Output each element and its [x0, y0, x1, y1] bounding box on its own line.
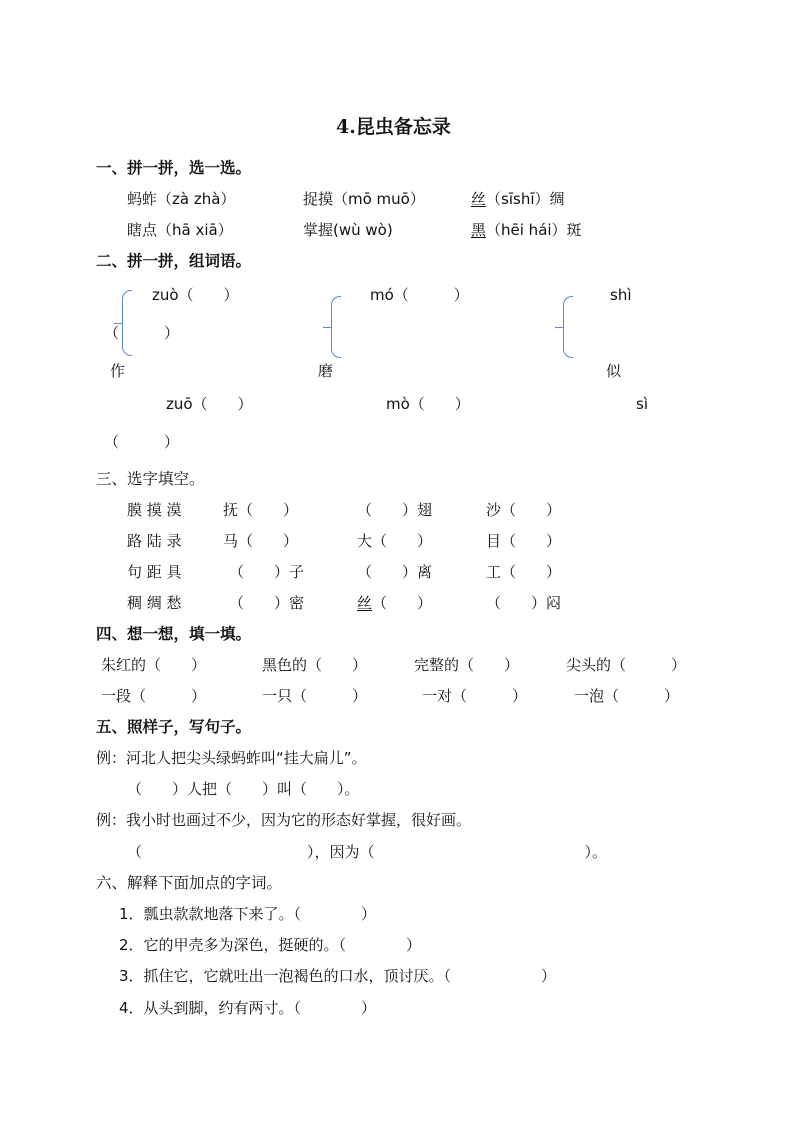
s1-item-1: 蚂蚱（zà zhà）	[127, 190, 236, 208]
s1-item-3-rest: （sīshī）绸	[486, 190, 565, 208]
section-5-heading: 五、照样子，写句子。	[96, 718, 252, 736]
s2-paren-1: （ ）	[104, 324, 180, 342]
s3-r2-options: 路 陆 录	[127, 532, 182, 550]
brace-2	[331, 296, 341, 358]
s3-r1-a: 抚（ ）	[223, 501, 299, 519]
s1-item-6	[471, 223, 582, 238]
s3-r4-c: （ ）闷	[486, 594, 562, 612]
s3-r2-a: 马（ ）	[223, 532, 299, 550]
s5-fill-1: （ ）人把（ ）叫（ ）。	[127, 780, 360, 798]
section-1-heading: 一、拼一拼，选一选。	[96, 159, 252, 177]
s2-si: sì	[636, 395, 648, 413]
s5-example-2: 例：我小时也画过不少，因为它的形态好掌握，很好画。	[96, 811, 472, 829]
brace-1	[122, 290, 132, 356]
s4-r2-a: 一段（ ）	[101, 687, 207, 705]
s2-zuo1: zuō（ ）	[166, 395, 253, 413]
s1-item-5: 掌握(wù wò)	[303, 221, 393, 239]
s3-r4-options: 稠 绸 愁	[127, 594, 182, 612]
s4-r2-d: 一泡（ ）	[574, 687, 680, 705]
s3-r4-b-rest: （ ）	[372, 594, 433, 612]
s2-zuo4: zuò（ ）	[152, 286, 239, 304]
s3-r2-c: 目（ ）	[486, 532, 562, 550]
s2-char-zuo: 作	[110, 362, 126, 380]
s3-r3-b: （ ）离	[357, 563, 433, 581]
s3-r1-options: 膜 摸 漠	[127, 501, 182, 519]
s2-char-si: 似	[606, 362, 622, 380]
s3-r3-c: 工（ ）	[486, 563, 562, 581]
s5-fill-2: （ ），因为（ ）。	[127, 843, 608, 861]
s3-r4-a: （ ）密	[229, 594, 305, 612]
s3-r1-b: （ ）翅	[357, 501, 433, 519]
s4-r2-c: 一对（ ）	[422, 687, 528, 705]
section-2-heading: 二、拼一拼，组词语。	[96, 252, 252, 270]
s2-mo4: mò（ ）	[386, 395, 470, 413]
s6-item-4: 4．从头到脚，约有两寸。（ ）	[119, 999, 377, 1017]
s3-r1-c: 沙（ ）	[486, 501, 562, 519]
s6-item-2: 2．它的甲壳多为深色，挺硬的。（ ）	[119, 936, 422, 954]
s6-item-1: 1．瓢虫款款地落下来了。（ ）	[119, 905, 377, 923]
s4-r1-c: 完整的（ ）	[414, 656, 520, 674]
s2-char-mo: 磨	[318, 362, 334, 380]
s1-item-4: 瞎点（hā xiā）	[127, 221, 233, 239]
s3-r4-b	[357, 596, 432, 611]
s4-r1-b: 黑色的（ ）	[262, 656, 368, 674]
page-title: 4.昆虫备忘录	[336, 116, 451, 138]
s1-item-3-char: 丝	[471, 190, 487, 208]
s2-shi: shì	[610, 286, 632, 304]
s2-paren-last: （ ）	[104, 433, 180, 451]
s1-item-6-rest: （hēi hái）斑	[486, 221, 582, 239]
section-6-heading: 六、解释下面加点的字词。	[96, 874, 283, 892]
s2-mo2: mó（ ）	[370, 286, 469, 304]
s1-item-6-char: 黑	[471, 221, 487, 239]
s4-r1-a: 朱红的（ ）	[101, 656, 207, 674]
s3-r3-options: 句 距 具	[127, 563, 182, 581]
s4-r2-b: 一只（ ）	[262, 687, 368, 705]
s5-example-1: 例：河北人把尖头绿蚂蚱叫“挂大扁儿”。	[96, 749, 367, 767]
s4-r1-d: 尖头的（ ）	[566, 656, 687, 674]
section-4-heading: 四、想一想，填一填。	[96, 625, 252, 643]
s3-r3-a: （ ）子	[229, 563, 305, 581]
s6-item-3: 3．抓住它，它就吐出一泡褐色的口水，顶讨厌。（ ）	[119, 967, 557, 985]
s3-r2-b: 大（ ）	[357, 532, 433, 550]
brace-3	[563, 296, 573, 358]
section-3-heading: 三、选字填空。	[96, 470, 205, 488]
s1-item-2: 捉摸（mō muō）	[303, 190, 425, 208]
s3-r4-b-char: 丝	[357, 594, 373, 612]
s1-item-3	[471, 192, 565, 207]
